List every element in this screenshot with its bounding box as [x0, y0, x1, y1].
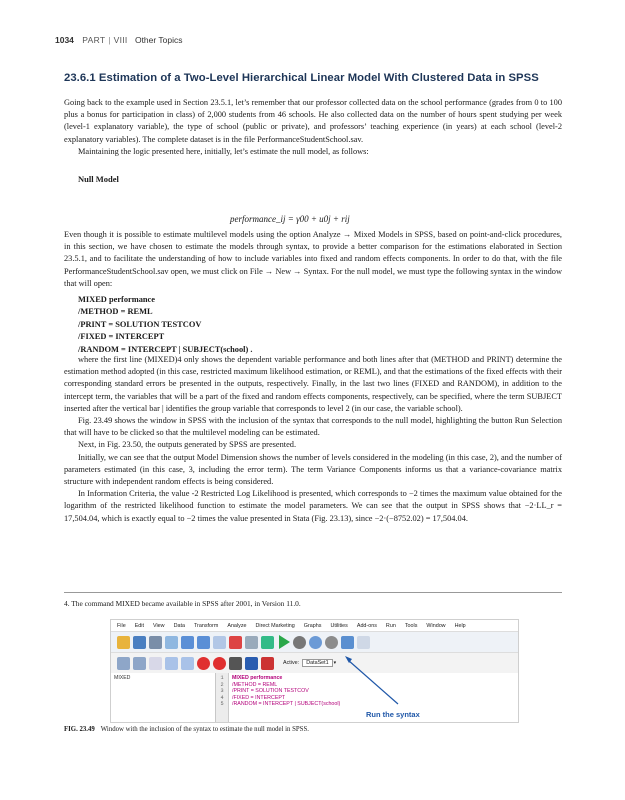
line-number: 3: [220, 688, 224, 695]
running-header: 1034 PART | VIII Other Topics: [55, 35, 183, 45]
part-number: VIII: [113, 35, 128, 45]
menu-file[interactable]: File: [117, 622, 126, 629]
line-number: 2: [220, 681, 224, 688]
para-text: Fig. 23.49 shows the window in SPSS with the inclusion of the syntax that corresponds to the null model, highlighting the button Run Selection that will have to be clicked so that the multilevel modeling can be estimated.: [64, 416, 562, 438]
active-dataset-label: Active:: [283, 660, 300, 666]
syntax-line: /FIXED = INTERCEPT: [78, 332, 165, 342]
part-label: PART: [82, 35, 106, 45]
menu-edit[interactable]: Edit: [134, 622, 144, 629]
para-text: In Information Criteria, the value -2 Restricted Log Likelihood is presented, which corresponds to −2 times the maximum value obtained for the logarithm of the restricted likelihood function to estimate the model parameters. We can see that the output in SPSS shows that −2·LL_r = 17,504.04, which is exactly equal to −2 times the value presented in Stata (Fig. 23.13), since −2·(−8752.02) = 17,504.04.: [64, 489, 562, 523]
code-line[interactable]: /METHOD = REML: [232, 681, 278, 688]
menu-transform[interactable]: Transform: [193, 622, 219, 629]
menu-help[interactable]: Help: [454, 622, 466, 629]
menu-tools[interactable]: Tools: [404, 622, 418, 629]
code-line[interactable]: /RANDOM = INTERCEPT | SUBJECT(school): [232, 701, 341, 708]
chevron-down-icon[interactable]: ▾: [333, 661, 337, 666]
part-title: Other Topics: [134, 35, 183, 45]
menu-run[interactable]: Run: [385, 622, 396, 629]
code-line[interactable]: MIXED performance: [232, 675, 283, 681]
menu-add-ons[interactable]: Add-ons: [356, 622, 377, 629]
null-model-heading: Null Model: [78, 174, 119, 184]
para-text: Going back to the example used in Section 23.5.1, let’s remember that our professor collected data on the school performance (grades from 0 to 100 plus a bonus for participation in class) of 2,000 students from 46 schools. He also collected data on the number of hours spent studying per week (level-1 explanatory variable), the type of school (public or private), and professors’ teaching experience (in years) at each school (level-2 explanatory variables). The complete dataset is in the file PerformanceStudentSchool.sav.: [64, 98, 562, 144]
code-line[interactable]: /PRINT = SOLUTION TESTCOV: [232, 688, 309, 695]
section-heading: 23.6.1 Estimation of a Two-Level Hierarchical Linear Model With Clustered Data in SPSS: [64, 72, 539, 84]
null-model-equation: performance_ij = γ00 + u0j + rij: [230, 214, 350, 224]
menu-data[interactable]: Data: [173, 622, 185, 629]
page-number: 1034: [55, 35, 74, 45]
para-text: Maintaining the logic presented here, initially, let’s estimate the null model, as follows:: [78, 146, 369, 156]
dataset-dropdown[interactable]: DataSet1: [302, 659, 332, 667]
run-syntax-annotation: Run the syntax: [366, 710, 420, 719]
para-text: where the first line (MIXED)4 only shows the dependent variable performance and both lines after that (METHOD and PRINT) determine the estimation method adopted (in this case, restricted maximum likelihood estimation, or REML), and that the estimations of the fixed effects with their corresponding standard errors be presented in the outputs, respectively. Finally, in the last two lines (FIXED and RANDOM), in addition to the intercept term, the variables that will be a part of the fixed and random effects components, respectively, can be specified, where the term SUBJECT inserted after the vertical bar | identifies the group variable that corresponds to level 2 (in our case, the variable school).: [64, 355, 562, 413]
menu-direct-marketing[interactable]: Direct Marketing: [255, 622, 295, 629]
menu-view[interactable]: View: [152, 622, 165, 629]
caption-label: FIG. 23.49: [64, 726, 95, 733]
menu-analyze[interactable]: Analyze: [227, 622, 247, 629]
line-number: 4: [220, 694, 224, 701]
syntax-line: /RANDOM = INTERCEPT | SUBJECT(school) .: [78, 344, 253, 354]
syntax-line: /METHOD = REML: [78, 307, 153, 317]
footnote: 4. The command MIXED became available in SPSS after 2001, in Version 11.0.: [64, 599, 301, 608]
line-number: 5: [220, 701, 224, 708]
caption-text: Window with the inclusion of the syntax to estimate the null model in SPSS.: [100, 726, 309, 733]
para-text: Initially, we can see that the output Model Dimension shows the number of levels considered in the modeling (in this case, 2), and the number of parameters estimated (in this case, 3, including the error term). The term Variance Components informs us that a variance-covariance matrix structure with independent random effects is being considered.: [64, 452, 562, 487]
code-line[interactable]: /FIXED = INTERCEPT: [232, 694, 286, 701]
nav-item-mixed[interactable]: MIXED: [114, 675, 131, 681]
menu-graphs[interactable]: Graphs: [303, 622, 322, 629]
para-text: Next, in Fig. 23.50, the outputs generated by SPSS are presented.: [78, 440, 297, 450]
syntax-line: /PRINT = SOLUTION TESTCOV: [78, 319, 202, 329]
para-text: Even though it is possible to estimate multilevel models using the option Analyze → Mixed Models in SPSS, based on point-and-click procedures, in this section, we have chosen to estimate the models through syntax, to provide a better comparison for the estimations elaborated in Section 23.5.1, and to facilitate the understanding of how to include variables into fixed and random effects components. In order to do that, with the file PerformanceStudentSchool.sav open, we must click on File → New → Syntax. For the null model, we must type the following syntax in the window that will open:: [64, 230, 563, 288]
syntax-line: MIXED performance: [78, 295, 155, 304]
line-number: 1: [220, 675, 224, 681]
figure-caption: [64, 726, 309, 733]
menu-window[interactable]: Window: [426, 622, 446, 629]
menu-utilities[interactable]: Utilities: [330, 622, 348, 629]
